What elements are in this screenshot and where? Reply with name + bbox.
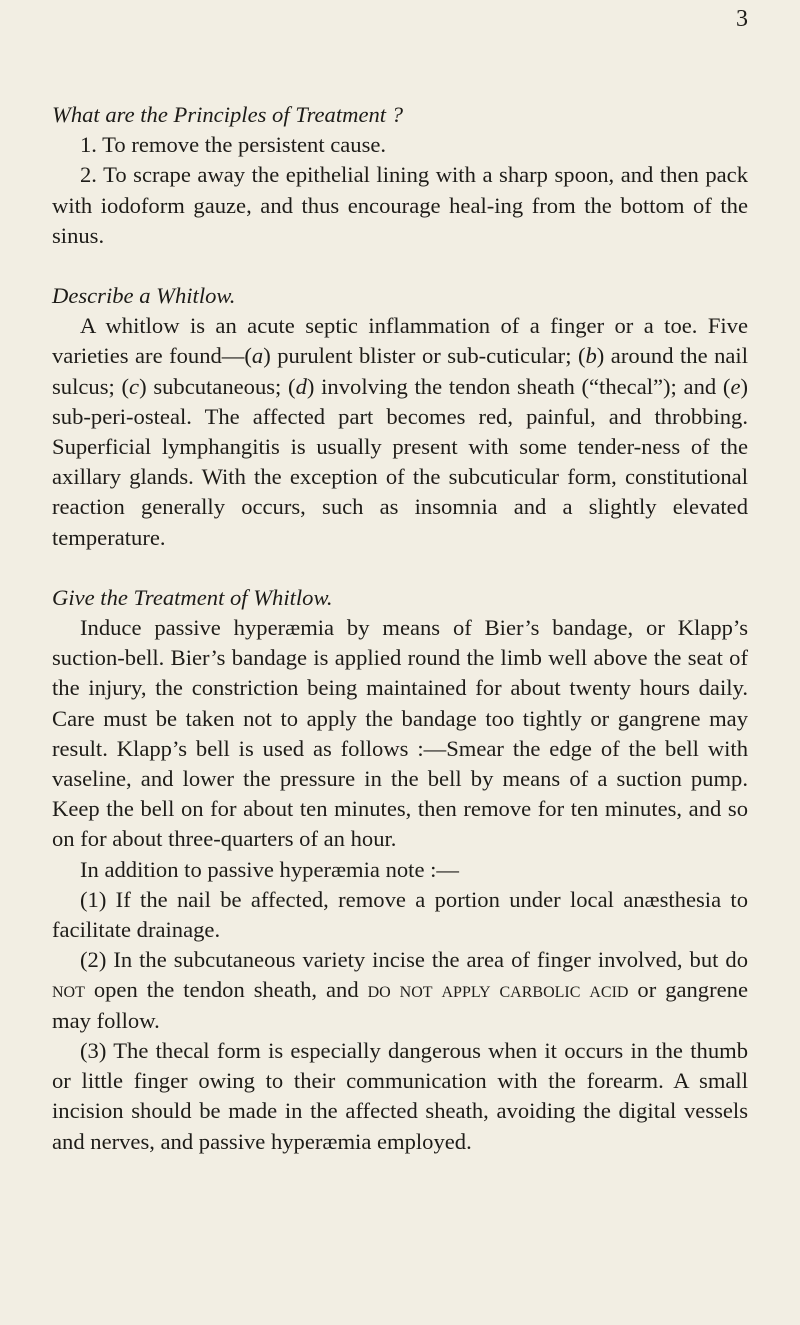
text-run: (2) In the subcutaneous variety incise the area of finger involved, but do	[80, 947, 748, 973]
text-run: A whitlow is an acute septic inflammation of a finger or a toe. Five varieties are found—(	[52, 313, 748, 369]
whitlow-description-paragraph	[52, 311, 748, 553]
treatment-note-intro: In addition to passive hyperæmia note :—	[80, 856, 460, 882]
section-gap	[52, 553, 748, 583]
emphasis-small-caps: do not apply carbolic acid	[367, 977, 629, 1003]
text-run: ) purulent blister or sub-cuticular; (	[263, 343, 586, 369]
variety-letter: a	[251, 343, 264, 369]
treatment-note-1: (1) If the nail be affected, remove a portion under local anæsthesia to facilitate drainage.	[52, 886, 748, 943]
text-run: ) around the nail sulcus; (	[52, 343, 748, 399]
variety-letter: c	[129, 373, 140, 399]
text-run: ) involving the tendon sheath (“thecal”); and (	[306, 373, 731, 399]
section-gap	[52, 251, 748, 281]
list-item: 2. To scrape away the epithelial lining with a sharp spoon, and then pack with iodoform gauze, and thus encourage heal-ing from the bottom of the sinus.	[52, 162, 748, 248]
text-run: or gangrene may follow.	[52, 977, 748, 1033]
treatment-note-2	[52, 945, 748, 1036]
list-item: 1. To remove the persistent cause.	[80, 132, 387, 158]
variety-letter: e	[730, 373, 741, 399]
heading-treatment-of-whitlow: Give the Treatment of Whitlow.	[52, 584, 333, 610]
variety-letter: d	[295, 373, 307, 399]
heading-principles-of-treatment: What are the Principles of Treatment ?	[52, 102, 403, 127]
page-body	[52, 100, 748, 1157]
text-run: open the tendon sheath, and	[84, 977, 368, 1003]
text-run: ) sub-peri-osteal. The affected part becomes red, painful, and throbbing. Superficial lymphangitis is usually present with some tender-ness of the axillary glands. With the exception of the subcuticular form, constitutional reaction generally occurs, such as insomnia and a slightly elevated temperature.	[52, 373, 748, 550]
treatment-note-3: (3) The thecal form is especially dangerous when it occurs in the thumb or little finger owing to their communication with the forearm. A small incision should be made in the affected sheath, avoiding the digital vessels and nerves, and passive hyperæmia employed.	[52, 1037, 748, 1154]
page-number: 3	[736, 6, 748, 32]
text-run: ) subcutaneous; (	[139, 373, 296, 399]
heading-describe-whitlow: Describe a Whitlow.	[52, 283, 236, 309]
variety-letter: b	[585, 343, 597, 369]
emphasis-small-caps: not	[52, 977, 85, 1003]
treatment-paragraph: Induce passive hyperæmia by means of Bier’s bandage, or Klapp’s suction-bell. Bier’s bandage is applied round the limb well above the seat of the injury, the constriction being maintained for about twenty hours daily. Care must be taken not to apply the bandage too tightly or gangrene may result. Klapp’s bell is used as follows :—Smear the edge of the bell with vaseline, and lower the pressure in the bell by means of a suction pump. Keep the bell on for about ten minutes, then remove for ten minutes, and so on for about three-quarters of an hour.	[52, 615, 748, 852]
